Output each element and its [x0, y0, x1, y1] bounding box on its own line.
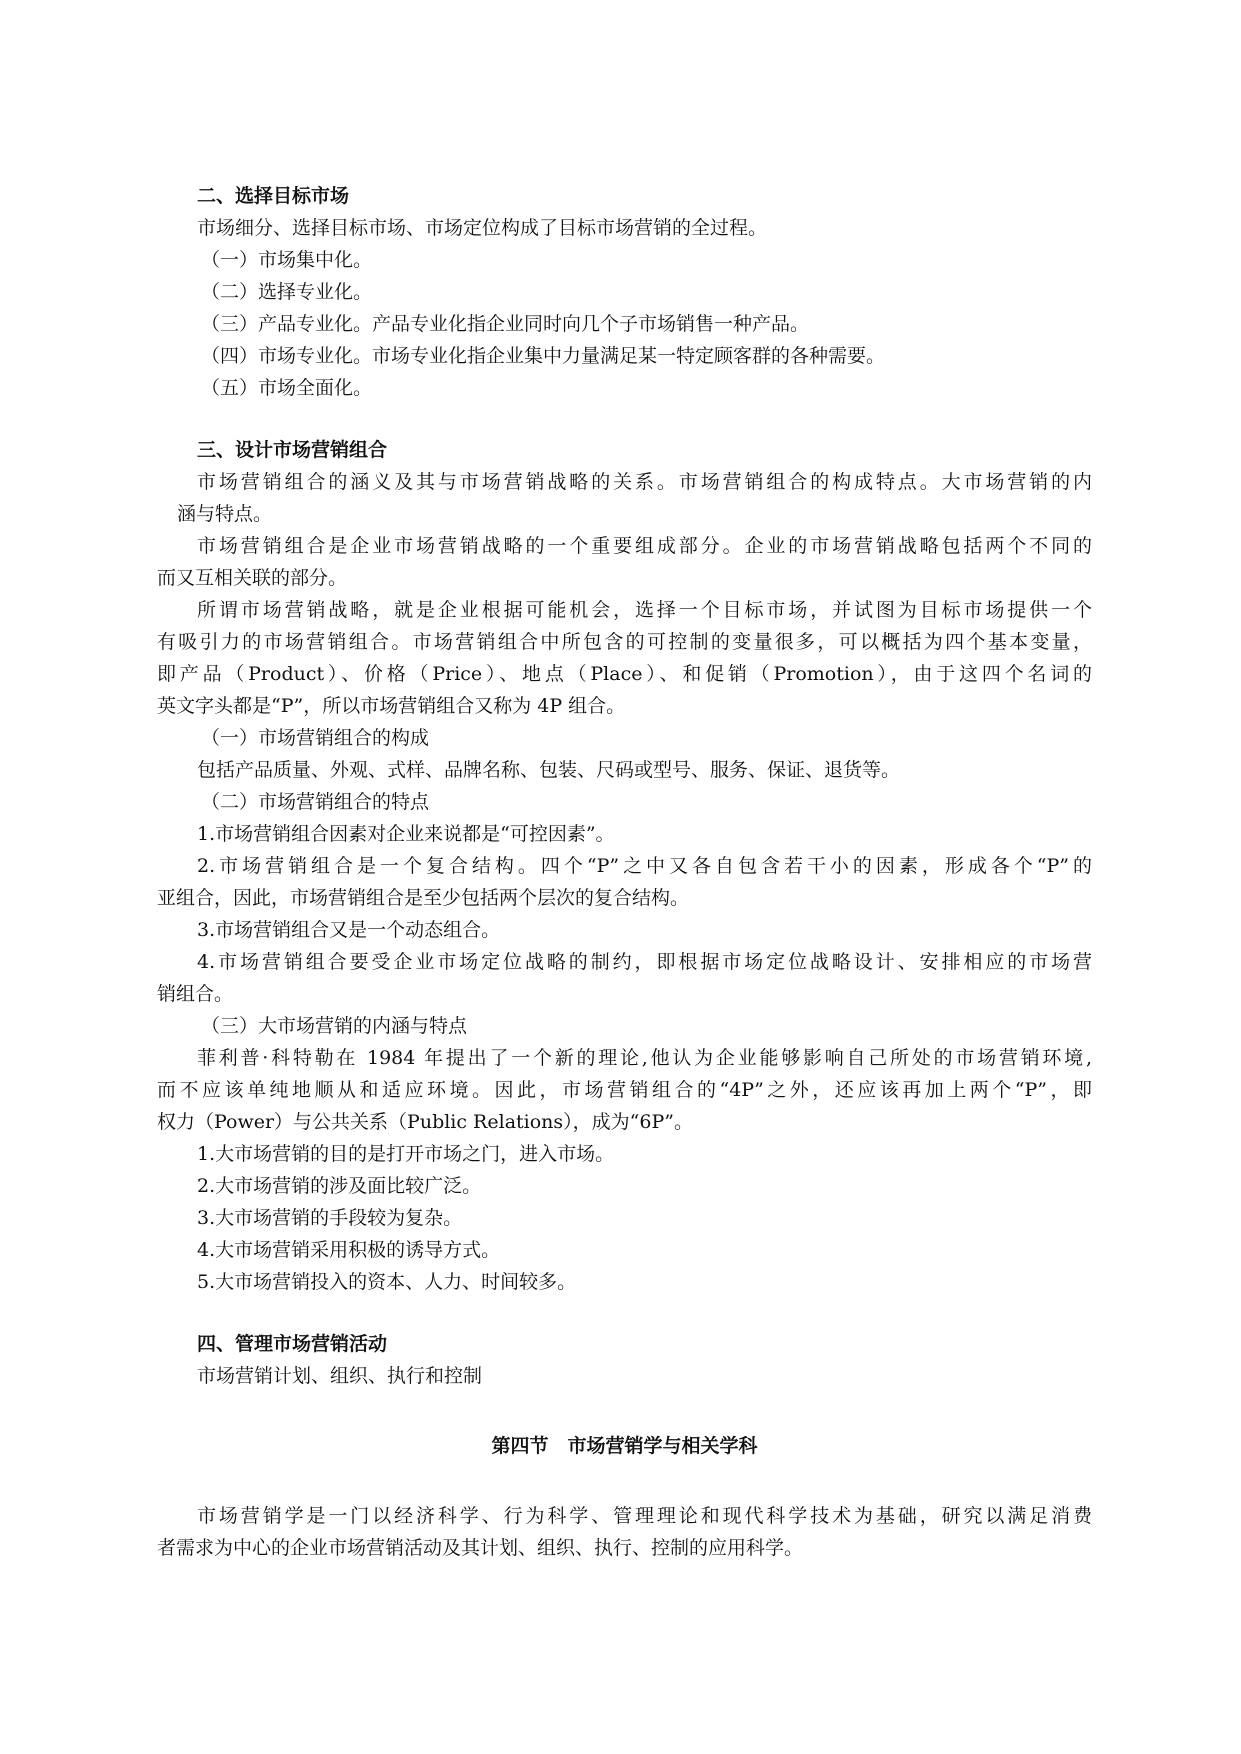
document-body — [157, 180, 1092, 1564]
paragraph-line: 权力（Power）与公共关系（Public Relations），成为“6P”。 — [157, 1111, 693, 1133]
paragraph-line: 市场营销组合的涵义及其与市场营销战略的关系。市场营销组合的构成特点。大市场营销的内 — [197, 471, 1092, 493]
heading-manage-marketing: 四、管理市场营销活动 — [197, 1333, 388, 1355]
heading-design-marketing-mix: 三、设计市场营销组合 — [197, 439, 388, 461]
paragraph-line: 英文字头都是“P”，所以市场营销组合又称为 4P 组合。 — [157, 695, 626, 717]
paragraph: 包括产品质量、外观、式样、品牌名称、包装、尺码或型号、服务、保证、退货等。 — [197, 759, 901, 781]
paragraph-line: 有吸引力的市场营销组合。市场营销组合中所包含的可控制的变量很多，可以概括为四个基本变量， — [157, 631, 1092, 653]
list-item-continuation: 亚组合，因此，市场营销组合是至少包括两个层次的复合结构。 — [157, 887, 690, 909]
paragraph-line: 而不应该单纯地顺从和适应环境。因此，市场营销组合的“4P”之外，还应该再加上两个“P”，即 — [157, 1079, 1092, 1101]
paragraph-line: 市场营销组合是企业市场营销战略的一个重要组成部分。企业的市场营销战略包括两个不同的 — [197, 535, 1092, 557]
list-item: 1.大市场营销的目的是打开市场之门，进入市场。 — [197, 1143, 615, 1165]
heading-select-target-market: 二、选择目标市场 — [197, 185, 350, 207]
list-item-continuation: 销组合。 — [157, 983, 234, 1005]
paragraph: 市场营销计划、组织、执行和控制 — [197, 1365, 483, 1387]
list-item: 2.市场营销组合是一个复合结构。四个“P”之中又各自包含若干小的因素，形成各个“P”的 — [197, 855, 1092, 877]
list-item: 4.大市场营销采用积极的诱导方式。 — [197, 1239, 501, 1261]
section-title: 第四节 市场营销学与相关学科 — [491, 1435, 758, 1457]
paragraph-line: 市场营销学是一门以经济科学、行为科学、管理理论和现代科学技术为基础，研究以满足消费 — [197, 1505, 1092, 1527]
list-item: （三）产品专业化。产品专业化指企业同时向几个子市场销售一种产品。 — [201, 313, 810, 335]
paragraph-line: 而又互相关联的部分。 — [157, 567, 348, 589]
subheading-mega-marketing: （三）大市场营销的内涵与特点 — [201, 1015, 468, 1037]
paragraph-line: 菲利普·科特勒在 1984 年提出了一个新的理论,他认为企业能够影响自己所处的市场营销环境, — [197, 1047, 1092, 1069]
paragraph-line: 所谓市场营销战略，就是企业根据可能机会，选择一个目标市场，并试图为目标市场提供一个 — [197, 599, 1092, 621]
paragraph-line: 即产品（Product）、价格（Price）、地点（Place）、和促销（Promotion），由于这四个名词的 — [157, 663, 1092, 685]
list-item: 4.市场营销组合要受企业市场定位战略的制约，即根据市场定位战略设计、安排相应的市场营 — [197, 951, 1092, 973]
list-item: （四）市场专业化。市场专业化指企业集中力量满足某一特定顾客群的各种需要。 — [201, 345, 886, 367]
list-item: 5.大市场营销投入的资本、人力、时间较多。 — [197, 1271, 577, 1293]
list-item: （一）市场集中化。 — [201, 249, 373, 271]
paragraph: 市场细分、选择目标市场、市场定位构成了目标市场营销的全过程。 — [197, 217, 768, 239]
list-item: 2.大市场营销的涉及面比较广泛。 — [197, 1175, 482, 1197]
list-item: （五）市场全面化。 — [201, 377, 373, 399]
list-item: 3.市场营销组合又是一个动态组合。 — [197, 919, 501, 941]
list-item: （二）选择专业化。 — [201, 281, 373, 303]
paragraph-line: 者需求为中心的企业市场营销活动及其计划、组织、执行、控制的应用科学。 — [157, 1537, 804, 1559]
list-item: 3.大市场营销的手段较为复杂。 — [197, 1207, 463, 1229]
subheading-mix-features: （二）市场营销组合的特点 — [201, 791, 430, 813]
list-item: 1.市场营销组合因素对企业来说都是“可控因素”。 — [197, 823, 615, 845]
subheading-mix-composition: （一）市场营销组合的构成 — [201, 727, 430, 749]
paragraph-line: 涵与特点。 — [177, 503, 273, 525]
